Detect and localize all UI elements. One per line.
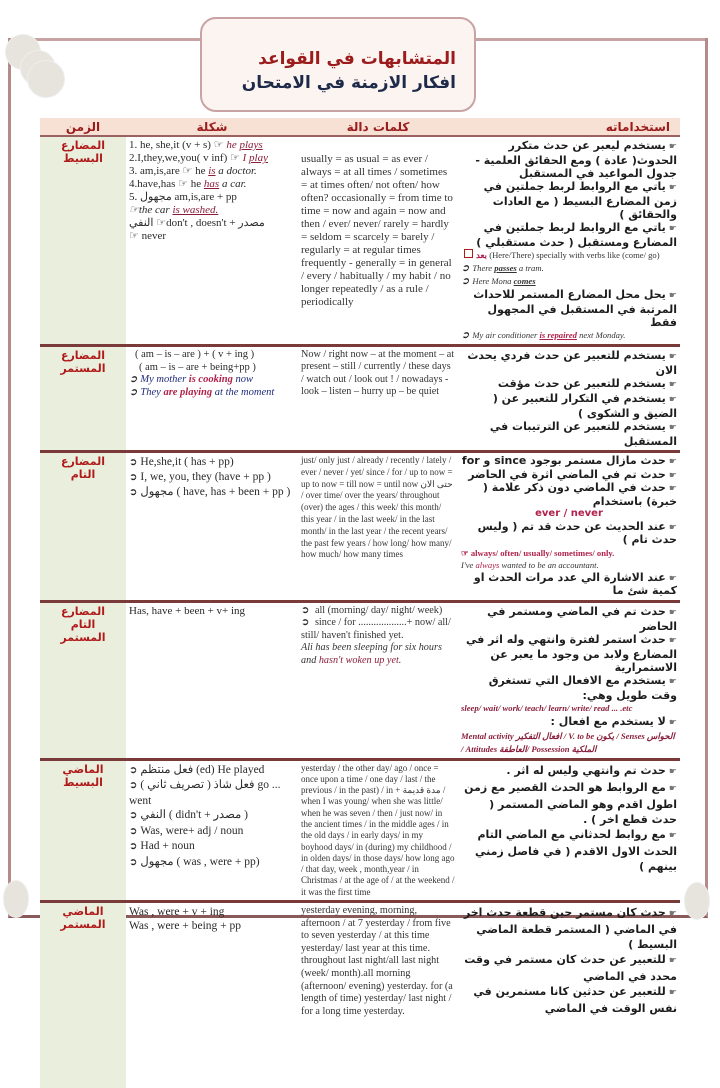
use-item: ☛ يستخدم للتعبير عن الترتيبات في المستقبل (489, 420, 677, 448)
arrow-icon: ➲ (129, 487, 138, 498)
use-item: ☛ عند الاشارة الي عدد مرات الحدث او كمية شئ ما (473, 570, 677, 597)
signal-words-cell (298, 601, 458, 759)
header-uses: استخداماته (458, 118, 680, 136)
use-example: ➲ My air conditioner is repaired next Monday. (461, 330, 626, 341)
form-line: ☞the car is washed. (129, 204, 219, 216)
form-line: 1. he, she,it (v + s) ☞ he plays (129, 139, 263, 151)
arrow-icon: ➲ (129, 764, 138, 776)
use-item: ☛ يستخدم مع الافعال التي تستغرق وقت طويل وهي: (488, 673, 677, 702)
use-example: I've always wanted to be an accountant. (461, 560, 599, 570)
decorative-circle (3, 880, 29, 918)
tense-line: التام (70, 468, 96, 481)
use-item: ☛ حدث تم وانتهي وليس له اثر . (506, 763, 677, 777)
page-title: المتشابهات في القواعد (258, 49, 456, 69)
form-cell (126, 452, 298, 602)
arrow-icon: ➲ (129, 825, 138, 837)
tense-label (40, 346, 126, 452)
signal-words-cell: Now / right now – at the moment – at present – still / currently / these days / watch out / look out ! / nowadays - look – listen – hurry up – be quiet (298, 346, 458, 452)
arrow-icon: ➲ (301, 617, 310, 628)
tense-line: المضارع (60, 349, 106, 362)
form-line: النفي ☞don't , doesn't + مصدر (129, 217, 265, 229)
arrow-icon: ➲ (129, 457, 138, 468)
form-cell (126, 346, 298, 452)
page-subtitle: افكار الازمنة في الامتحان (241, 73, 456, 93)
uses-cell (458, 136, 680, 346)
use-item: ☛ حدث استمر لفترة وانتهي وله اثر في المضارع ولابد من وجود ما يعبر عن الاستمرارية (465, 632, 677, 674)
use-example: ☞ always/ often/ usually/ sometimes/ only. (461, 547, 615, 558)
form-line: ☞ never (129, 230, 167, 242)
form-line: ➲ Was, were+ adj / noun (129, 824, 244, 837)
use-item: ☛ حدث تم في الماضي ومستمر في الحاضر (487, 604, 677, 633)
form-line: ( am – is – are + being+pp ) (139, 361, 256, 373)
decorative-circle (684, 882, 710, 920)
form-line: ➲ مجهول ( was , were + pp) (129, 855, 260, 868)
tense-line: المستمر (60, 918, 106, 932)
use-item: ☛ مع الروابط هو الحدث القصير مع زمن اطول اقدم وهو الماضي المستمر ( حدث قطع اخر ) . (464, 780, 677, 826)
use-not-list: Mental activity افعال التفكير / V. to be يكون / Senses الحواس / Attitudes العاطفة/ Possession الملكية (461, 730, 675, 754)
form-line: 3. am,is,are ☞ he is a doctor. (129, 165, 257, 177)
use-item: ☛ حدث مازال مستمر بوجود since و for (461, 454, 677, 467)
use-item: ☛ يستخدم في التكرار للتعبير عن ( الضيق و الشكوى ) (492, 392, 677, 420)
form-cell (126, 759, 298, 902)
header-form: شكلة (126, 118, 298, 136)
table-row-past-continuous (40, 902, 680, 1088)
form-cell: Has, have + been + v+ ing (126, 601, 298, 759)
tense-line: البسيط (63, 152, 103, 165)
use-example: ➲ There passes a tram. (461, 263, 544, 274)
table-header-row (40, 118, 680, 136)
header-tense: الزمن (40, 118, 126, 136)
use-item: ☛ للتعبير عن حدثين كانا مستمرين في نفس الوقت في الماضي (473, 985, 677, 1016)
table-row-present-perfect-continuous (40, 601, 680, 759)
form-example: ➲ They are playing at the moment (129, 386, 275, 398)
use-item: ☛ يستخدم للتعبير عن حدث فردي يحدث الان (467, 349, 677, 377)
use-item: ☛ مع روابط لحدثاني مع الماضي التام الحدث الاول الاقدم ( في فاصل زمني بينهم ) (474, 827, 677, 873)
checkbox-icon (464, 249, 473, 258)
form-cell (126, 136, 298, 346)
tense-label (40, 601, 126, 759)
header-signal-words: كلمات دالة (298, 118, 458, 136)
table-row-present-continuous (40, 346, 680, 452)
form-line: ➲ مجهول ( have, has + been + pp ) (129, 486, 291, 498)
uses-cell (458, 902, 680, 1088)
tense-label (40, 759, 126, 902)
tense-line: الماضي (62, 905, 104, 919)
tenses-table (40, 118, 680, 1088)
tense-line: المستمر (60, 630, 106, 644)
tense-line: المضارع (60, 455, 106, 468)
use-item: ☛ لا يستخدم مع افعال : (550, 714, 677, 728)
form-line: ➲ فعل منتظم (ed) He played (129, 763, 265, 776)
tense-label (40, 902, 126, 1088)
arrow-icon: ➲ (129, 374, 138, 385)
form-example: ➲ My mother is cooking now (129, 374, 253, 385)
form-line: ➲ فعل شاذ ( تصريف ثاني ) go ... went (129, 779, 281, 807)
tense-line: المستمر (60, 362, 106, 375)
signal-line: ➲ since / for ...................+ now/ all/ (301, 617, 451, 628)
signal-line: still/ haven't finished yet. (301, 629, 404, 641)
uses-cell (458, 452, 680, 602)
form-line: Was , were + v + ing (129, 906, 225, 919)
table-row-present-simple (40, 136, 680, 346)
arrow-icon: ➲ (129, 472, 138, 483)
uses-cell (458, 759, 680, 902)
use-item: ☛ حدث تم في الماضي اثرة في الحاضر (468, 467, 677, 481)
use-item: ☛ ياتي مع الروابط لربط جملتين في زمن المضارع البسيط ( مع العادات والحقائق ) (483, 180, 677, 221)
form-line: 4.have,has ☞ he has a car. (129, 178, 247, 190)
use-highlight: ever / never (535, 508, 603, 519)
decorative-circle (27, 60, 65, 98)
form-line: 2.I,they,we,you( v inf) ☞ I play (129, 152, 268, 164)
use-item: ☛ يحل محل المضارع المستمر للاحداث المرتبة في المستقبل في المجهول فقط (473, 288, 677, 329)
tense-label (40, 136, 126, 346)
table-row-present-perfect (40, 452, 680, 602)
use-item: ☛ حدث كان مستمر حين قطعة حدث اخر في الماضي ( المستمر قطعة الماضي البسيط ) (463, 906, 677, 952)
arrow-icon: ➲ (301, 604, 310, 616)
title-box (200, 17, 476, 112)
use-item: ☛ يستخدم للتعبير عن حدث مؤقت (497, 377, 677, 390)
arrow-icon: ➲ (461, 330, 470, 341)
tense-line: المضارع (60, 139, 106, 152)
signal-words-cell: just/ only just / already / recently / lately / ever / never / yet/ since / for / up to now = up to now = till now = until now حتى الان / over time/ over the years/ throughout (over) the ages / this week/ this month/ this year / in the last week/ in the last month/ in the last year / the recent years/ the past few years / how long/ how many/ how much/ how many times (298, 452, 458, 602)
form-line: ➲ He,she,it ( has + pp) (129, 456, 234, 468)
arrow-icon: ➲ (129, 810, 138, 821)
arrow-icon: ➲ (129, 856, 138, 868)
tense-label (40, 452, 126, 602)
use-item: ☛ عند الحديث عن حدث قد تم ( وليس حدث تام ) (477, 519, 677, 546)
arrow-icon: ➲ (461, 263, 470, 274)
signal-words-cell: yesterday evening, morning, afternoon / at 7 yesterday / from five to seven yesterday / at this time yesterday/ last year at this time. throughout last night/all last night (week/ month).all morning (afternoon/ evening) yesterday. for (a length of time) yesterday/ last night / for a long time yesterday. (301, 905, 453, 1017)
signal-example: Ali has been sleeping for six hours and hasn't woken up yet. (301, 642, 442, 666)
tense-line: المضارع (60, 604, 106, 618)
uses-cell (458, 346, 680, 452)
use-example: ➲ Here Mona comes (461, 276, 536, 287)
tense-line: البسيط (63, 775, 103, 789)
form-line: ➲ I, we, you, they (have + pp ) (129, 471, 271, 483)
use-item: ☛ حدث في الماضي دون ذكر علامة ( خبرة) باستخدام (482, 481, 677, 508)
use-item: ☛ يستخدم ليعبر عن حدث متكرر الحدوث( عادة ) ومع الحقائق العلمية - جدول المواعيد في المستقبل (475, 139, 677, 180)
use-verbs: sleep/ wait/ work/ teach/ learn/ write/ read ... .etc (461, 702, 633, 713)
table-row-past-simple (40, 759, 680, 902)
uses-cell (458, 601, 680, 759)
signal-words-cell: yesterday / the other day/ ago / once = once upon a time / one day / last / the previous / in the past) / in + مدة قديمة / when I was young/ when she was little/ when he was seven / then / just now/ in the ancient times / in the middle ages / in the old days / in early days/ in my boyhood days/ in (during) my childhood / in olden days/ in those days/ how long ago / that day, week , month,year / in Christmas / at the age of / at the weekend / it was the first time (298, 759, 458, 902)
use-example: بعد (Here/There) specially with verbs like (come/ go) (461, 249, 677, 262)
form-line: Was , were + being + pp (129, 920, 242, 933)
use-item: ☛ للتعبير عن حدث كان مستمر في وقت محدد في الماضي (464, 953, 677, 984)
form-line: 5. مجهول am,is,are + pp (129, 191, 237, 203)
form-line: ➲ النفي ( didn't + مصدر ) (129, 809, 248, 821)
form-line: ➲ Had + noun (129, 840, 195, 852)
tense-line: التام (70, 617, 96, 631)
signal-line: ➲ all (morning/ day/ night/ week) (301, 604, 443, 616)
use-item: ☛ ياتي مع الروابط لربط جملتين في المضارع ومستقبل ( حدث مستقبلي ) (476, 221, 677, 249)
arrow-icon: ➲ (461, 276, 470, 287)
arrow-icon: ➲ (129, 386, 138, 398)
tense-line: الماضي (62, 762, 104, 776)
form-cell (126, 902, 298, 1088)
signal-words-cell: usually = as usual = as ever / always = at all times / sometimes = at times often/ not often/ how often? occasionally = from time to time = now and again = now and then / ever/ never/ rarely = hardly = seldom = scarcely = barely / regularly = at regular times frequently - generally = in general / every / habitually / my habit / no longer repeatedly / as a rule / periodically (298, 136, 458, 346)
arrow-icon: ➲ (129, 841, 138, 852)
form-line: ( am – is – are ) + ( v + ing ) (135, 349, 255, 360)
arrow-icon: ➲ (129, 780, 138, 791)
